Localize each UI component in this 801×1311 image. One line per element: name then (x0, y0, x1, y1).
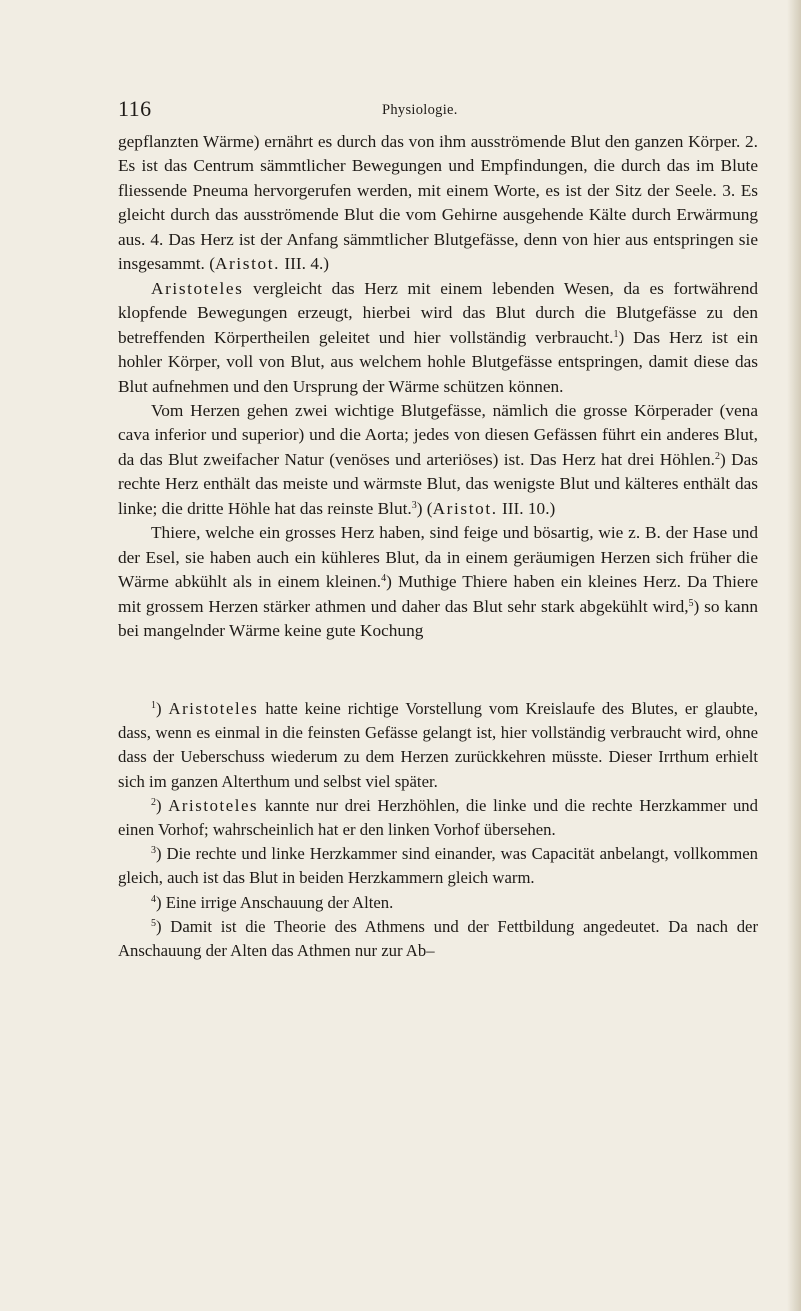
footnote-mark-2: 2 (714, 450, 720, 462)
footnote-3-text: ) Die rechte und linke Herzkammer sind einander, was Capacität anbelangt, vollkommen gleich, auch ist das Blut in beiden Herzkammern gleich warm. (118, 844, 758, 888)
footnote-5-text: ) Damit ist die Theorie des Athmens und der Fettbildung angedeutet. Da nach der Anschauung der Alten das Athmen nur zur Ab– (118, 916, 758, 961)
citation-aristot: Aristot. (432, 498, 498, 518)
footnote-mark-4: 4 (381, 573, 387, 585)
footnote-2: $^2$) Aristoteles kannte nur drei Herzhöhlen, die linke und die rechte Herzkammer und einen Vorhof; wahrscheinlich hat er den linken Vorhof übersehen. (118, 795, 758, 840)
paragraph-2-text-a: vergleicht das Herz mit einem lebenden Wesen, da es fortwährend klopfende Bewegungen erzeugt, hierbei wird das Blut durch die Blutgefässe zu den betreffenden Körpertheilen geleitet und hier vollständig verbraucht. (118, 278, 758, 347)
running-title: Physiologie. (382, 102, 458, 118)
paragraph-1-citation-ref: III. 4.) (280, 254, 330, 274)
footnote-mark-1: 1 (613, 328, 619, 340)
footnotes (118, 697, 758, 963)
footnote-mark-3: 3 (411, 499, 417, 511)
paragraph-1-text: gepflanzten Wärme) ernährt es durch das von ihm ausströmende Blut den ganzen Körper. 2. Es ist das Centrum sämmtlicher Bewegungen und Empfindungen, die durch das im Blute fliessende Pneuma hervorgerufen werden, mit einem Worte, es ist der Sitz der Seele. 3. Es gleicht durch das ausströmende Blut die vom Gehirne ausgehende Kälte durch Erwärmung aus. 4. Das Herz ist der Anfang sämmtlicher Blutgefässe, denn von hier aus entspringen sie insgesammt. ( (118, 132, 758, 274)
footnote-1-text: hatte keine richtige Vorstellung vom Kreislaufe des Blutes, er glaubte, dass, wenn es einmal in die feinsten Gefässe gelangt ist, hier vollständig verbraucht wird, ohne dass der Ueberschuss wiederum zu dem Herzen zurückkehren müsste. Dieser Irrthum erhielt sich im ganzen Alterthum und selbst viel später. (118, 699, 758, 791)
footnote-4-text: ) Eine irrige Anschauung der Alten. (156, 892, 394, 912)
page-edge-shadow (787, 0, 801, 1311)
footnote-3-mark: 3 (151, 845, 156, 857)
footnote-4 (118, 891, 758, 915)
paragraph-3 (118, 399, 758, 521)
paragraph-3-text-c: ) ( (416, 498, 433, 518)
page-number: 116 (118, 96, 152, 121)
main-text (118, 130, 758, 644)
paragraph-4-text-b: ) Muthige Thiere haben ein kleines Herz. Da Thiere mit grossem Herzen stärker athmen und daher das Blut sehr stark abgekühlt wird, (118, 572, 758, 616)
paragraph-2-text-b: ) Das Herz ist ein hohler Körper, voll von Blut, aus welchem hohle Blutgefässe entspringen, damit diese das Blut aufnehmen und den Ursprung der Wärme schützen können. (118, 327, 758, 396)
footnote-mark-5: 5 (688, 597, 694, 609)
footnote-2-text: kannte nur drei Herzhöhlen, die linke und die rechte Herzkammer und einen Vorhof; wahrscheinlich hat er den linken Vorhof übersehen. (118, 795, 758, 840)
footnote-2-mark: 2 (151, 796, 156, 808)
citation-aristot: Aristot. (214, 254, 281, 274)
footnote-3 (118, 842, 758, 890)
paragraph-4 (118, 521, 758, 643)
footnote-4-mark: 4 (151, 893, 156, 905)
author-name-aristoteles: Aristoteles (151, 278, 244, 298)
paragraph-2 (118, 277, 758, 399)
footnote-5 (118, 915, 758, 963)
footnote-1-mark: 1 (151, 700, 156, 711)
paragraph-3-text-b: ) Das rechte Herz enthält das meiste und wärmste Blut, das wenigste Blut und kälteres enthält das linke; die dritte Höhle hat das reinste Blut. (118, 449, 758, 518)
paragraph-3-text-a: Vom Herzen gehen zwei wichtige Blutgefässe, nämlich die grosse Körperader (vena cava inferior und superior) und die Aorta; jedes von diesen Gefässen führt ein anderes Blut, da das Blut zweifacher Natur (venöses und arteriöses) ist. Das Herz hat drei Höhlen. (118, 400, 758, 469)
paragraph-1 (118, 130, 758, 277)
footnote-5-mark: 5 (151, 917, 156, 929)
paragraph-3-text-d: III. 10.) (497, 498, 556, 518)
paragraph-4-text-a: Thiere, welche ein grosses Herz haben, sind feige und bösartig, wie z. B. der Hase und der Esel, sie haben auch ein kühleres Blut, da in einem geräumigen Herzen sich früher die Wärme abkühlt als in einem kleinen. (118, 523, 758, 592)
author-name-aristoteles: Aristoteles (168, 795, 259, 815)
author-name-aristoteles: Aristoteles (168, 699, 259, 718)
footnote-1: $^1$) Aristoteles hatte keine richtige Vorstellung vom Kreislaufe des Blutes, er glaubte, dass, wenn es einmal in die feinsten Gefässe gelangt ist, hier vollständig verbraucht wird, ohne dass der Ueberschuss wiederum zu dem Herzen zurückkehren müsste. Dieser Irrthum erhielt sich im ganzen Alterthum und selbst viel später. (118, 699, 758, 791)
paragraph-4-text-c: ) so kann bei mangelnder Wärme keine gute Kochung (118, 596, 758, 641)
page-header (118, 96, 758, 126)
